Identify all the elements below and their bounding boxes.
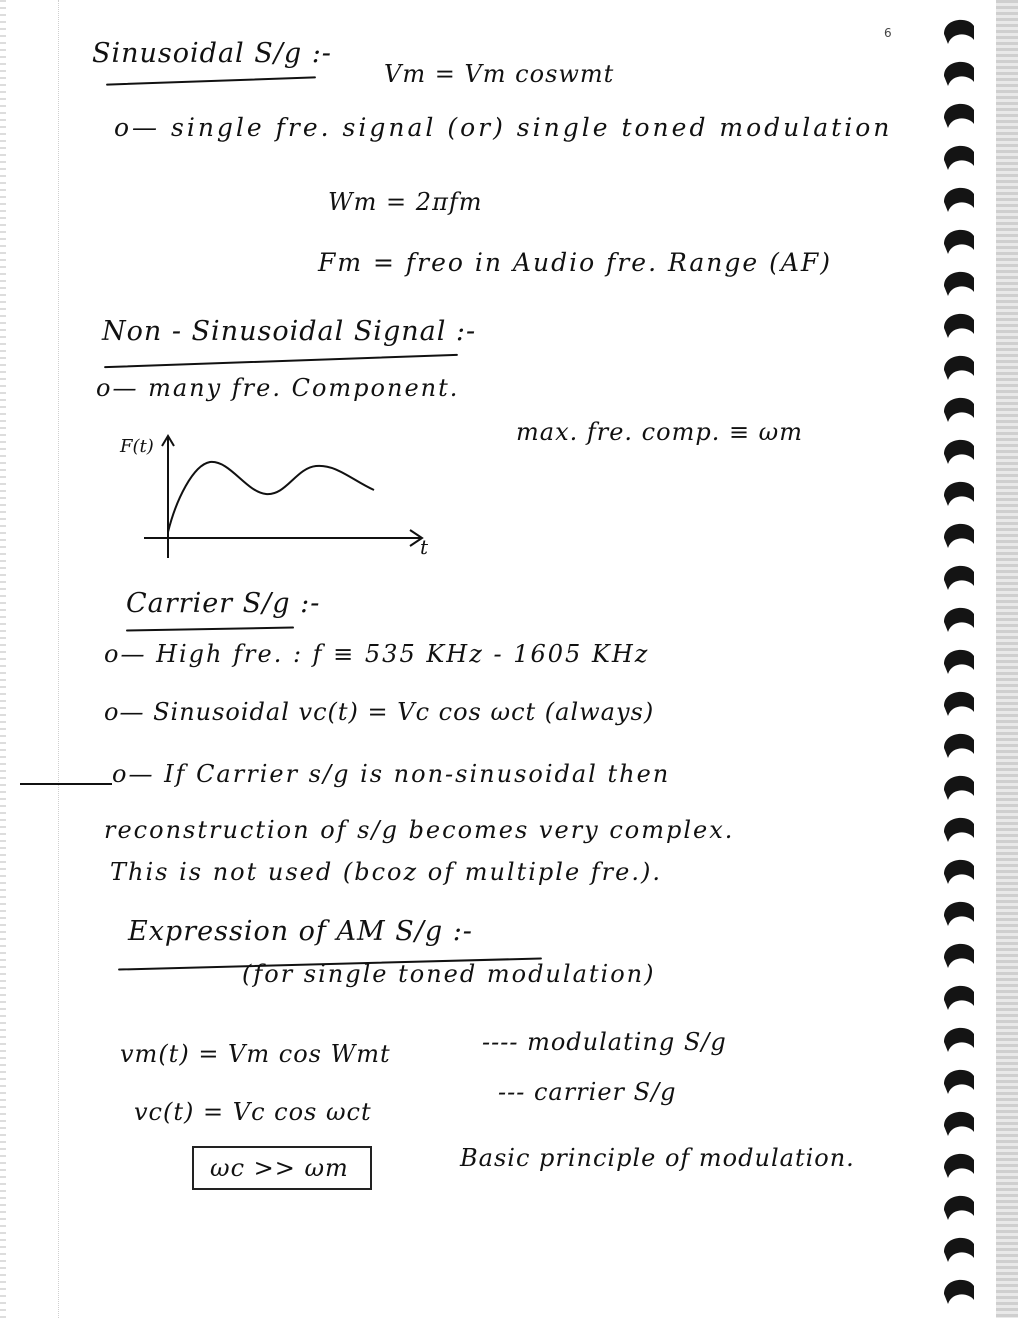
binding-ring xyxy=(944,188,974,212)
carrier-sinusoidal: o— Sinusoidal vc(t) = Vc cos ωct (always) xyxy=(104,698,655,726)
binding-ring xyxy=(944,1280,974,1304)
omega-definition: Wm = 2πfm xyxy=(328,188,483,216)
underline-carrier xyxy=(126,627,294,632)
binding-ring xyxy=(944,146,974,170)
binding-ring xyxy=(944,986,974,1010)
binding-ring xyxy=(944,356,974,380)
binding-ring xyxy=(944,1238,974,1262)
page-number: 6 xyxy=(884,26,892,40)
carrier-note: --- carrier S/g xyxy=(498,1078,677,1106)
non-sinusoidal-bullet: o— many fre. Component. xyxy=(96,374,460,402)
carrier-reconstruction: reconstruction of s/g becomes very complex. xyxy=(104,816,735,844)
sinusoidal-bullet: o— single fre. signal (or) single toned modulation xyxy=(114,113,893,142)
heading-non-sinusoidal: Non - Sinusoidal Signal :- xyxy=(102,316,477,347)
underline-sinusoidal xyxy=(106,76,316,85)
binding-ring xyxy=(944,692,974,716)
spiral-binding xyxy=(938,0,1018,1318)
binding-ring xyxy=(944,1196,974,1220)
margin-line xyxy=(58,0,59,1318)
binding-ring xyxy=(944,20,974,44)
binding-ring xyxy=(944,818,974,842)
binding-ring xyxy=(944,1028,974,1052)
binding-ring xyxy=(944,230,974,254)
binding-ring xyxy=(944,1112,974,1136)
binding-ring xyxy=(944,608,974,632)
binding-ring xyxy=(944,104,974,128)
binding-ring xyxy=(944,314,974,338)
graph-waveform xyxy=(168,462,374,532)
modulating-note: ---- modulating S/g xyxy=(482,1028,727,1056)
carrier-not-used: This is not used (bcoz of multiple fre.). xyxy=(110,858,662,886)
binding-ring xyxy=(944,398,974,422)
max-frequency-note: max. fre. comp. ≡ ωm xyxy=(516,418,804,446)
binding-ring xyxy=(944,1070,974,1094)
margin-arrow xyxy=(20,783,112,785)
binding-ring xyxy=(944,902,974,926)
binding-ring xyxy=(944,734,974,758)
binding-ring xyxy=(944,1154,974,1178)
waveform-graph xyxy=(120,430,438,565)
modulating-equation: vm(t) = Vm cos Wmt xyxy=(120,1040,391,1068)
carrier-if-line: o— If Carrier s/g is non-sinusoidal then xyxy=(112,760,671,788)
binding-ring xyxy=(944,440,974,464)
binding-ring xyxy=(944,944,974,968)
graph-x-label: t xyxy=(420,535,429,559)
binding-ring xyxy=(944,566,974,590)
binding-ring xyxy=(944,272,974,296)
heading-am-expression: Expression of AM S/g :- xyxy=(128,916,473,947)
boxed-condition xyxy=(192,1146,372,1190)
carrier-high-frequency: o— High fre. : f ≡ 535 KHz - 1605 KHz xyxy=(104,640,650,668)
binding-ring xyxy=(944,860,974,884)
binding-ring xyxy=(944,776,974,800)
basic-principle-note: Basic principle of modulation. xyxy=(460,1144,855,1172)
sinusoidal-equation: Vm = Vm coswmt xyxy=(384,60,615,88)
binding-ring xyxy=(944,650,974,674)
underline-non-sinusoidal xyxy=(104,354,458,368)
graph-y-label: F(t) xyxy=(120,436,154,457)
scan-edge-left xyxy=(0,0,6,1318)
carrier-equation: vc(t) = Vc cos ωct xyxy=(134,1098,372,1126)
am-subheading: (for single toned modulation) xyxy=(242,960,656,988)
binding-ring xyxy=(944,524,974,548)
binding-ring xyxy=(944,482,974,506)
binding-ring xyxy=(944,62,974,86)
heading-sinusoidal: Sinusoidal S/g :- xyxy=(92,38,332,69)
fm-definition: Fm = freo in Audio fre. Range (AF) xyxy=(318,248,833,277)
boxed-condition-text: ωc >> ωm xyxy=(210,1154,349,1182)
heading-carrier: Carrier S/g :- xyxy=(126,588,321,619)
